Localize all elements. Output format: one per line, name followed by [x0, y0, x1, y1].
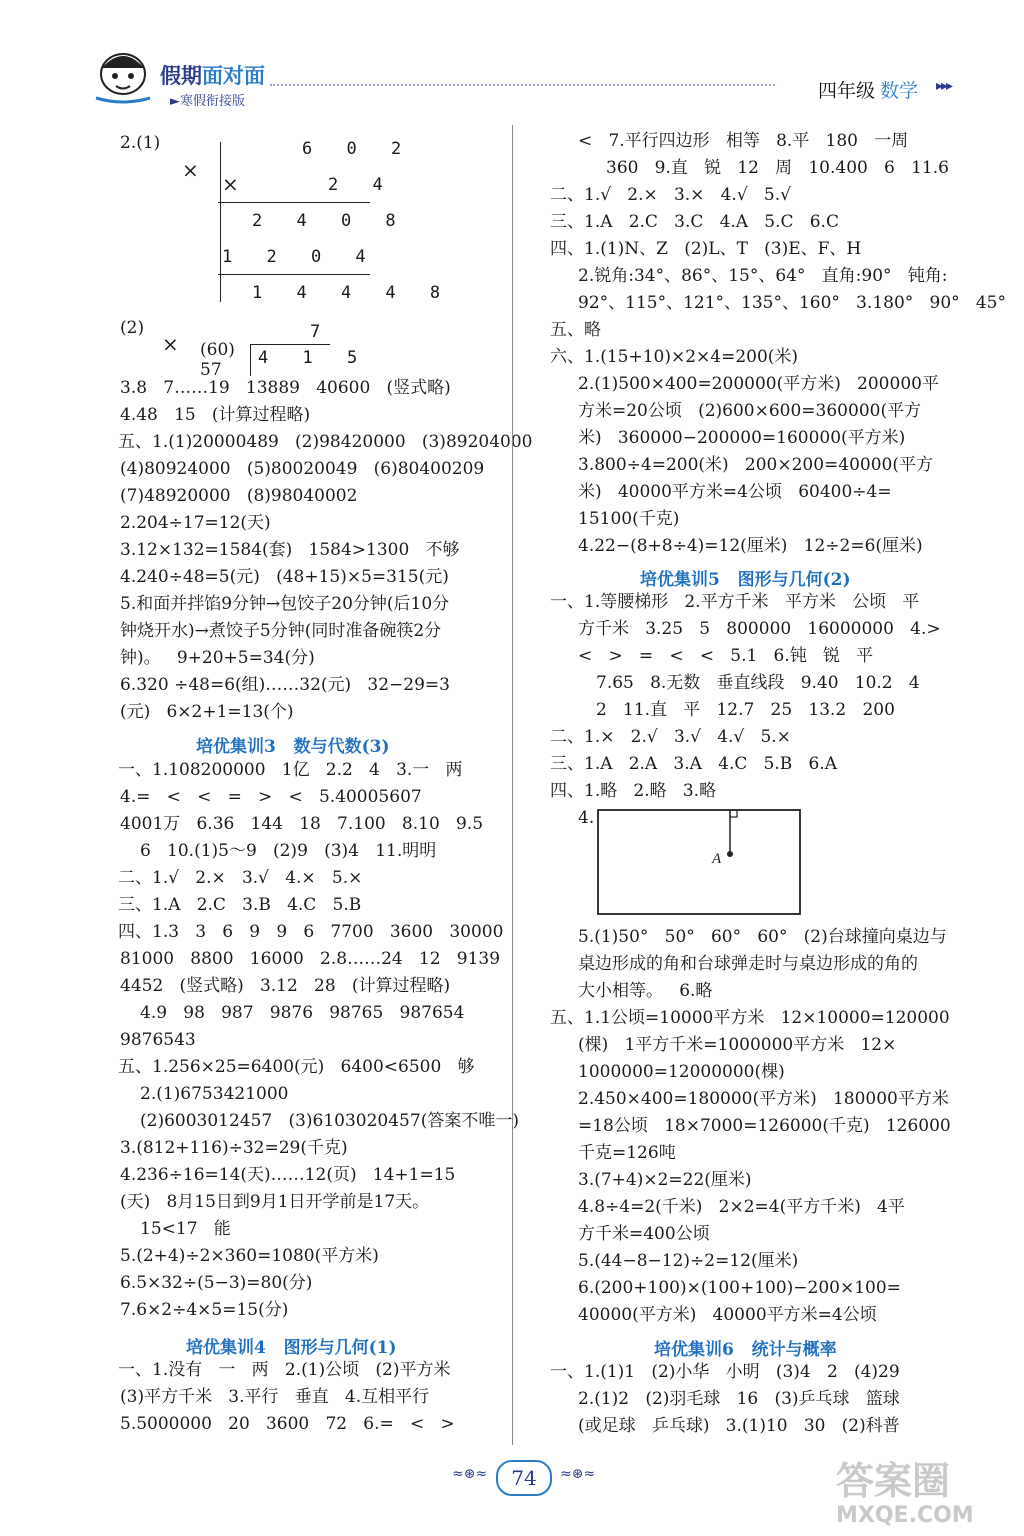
answer-line: 6 10.(1)5～9 (2)9 (3)4 11.明明: [140, 841, 437, 861]
answer-line: 方千米 3.25 5 800000 16000000 4.>: [578, 619, 941, 639]
page-header: [0, 0, 1024, 120]
div-quotient: 7: [310, 322, 333, 342]
section-heading: 培优集训6 统计与概率: [654, 1340, 837, 1360]
times-sign: ×: [222, 172, 239, 196]
watermark: 答案圈 MXQE.COM: [836, 1459, 974, 1528]
answer-line: 五、略: [550, 320, 601, 340]
answer-line: 五、1.256×25=6400(元) 6400<6500 够: [118, 1057, 475, 1077]
brand-title: 假期面对面: [160, 63, 265, 88]
edition-label: ►寒假衔接版: [170, 94, 245, 109]
answer-line: 钟烧开水)→煮饺子5分钟(同时准备碗筷2分: [120, 621, 442, 641]
answer-line: (3)平方千米 3.平行 垂直 4.互相平行: [120, 1387, 430, 1407]
geometry-figure: [594, 806, 804, 918]
answer-line: 4.240÷48=5(元) (48+15)×5=315(元): [120, 567, 449, 587]
answer-line: 5.(44−8−12)÷2=12(厘米): [578, 1251, 799, 1271]
answer-line: (2): [120, 318, 145, 338]
ornament-icon: ≈⊛≈: [452, 1466, 488, 1482]
column-divider: [512, 125, 513, 1445]
answer-line: =18公顷 18×7000=126000(千克) 126000: [578, 1116, 951, 1136]
answer-line: 一、1.没有 一 两 2.(1)公顷 (2)平方米: [118, 1360, 451, 1380]
answer-line: 五、1.1公顷=10000平方米 12×10000=120000: [550, 1008, 950, 1028]
subject-label: 数学: [880, 80, 919, 102]
answer-line: (棵) 1平方千米=1000000平方米 12×: [578, 1035, 897, 1055]
answer-line: 4.9 98 987 9876 98765 987654: [140, 1003, 465, 1023]
answer-line: 米) 40000平方米=4公顷 60400÷4=: [578, 482, 892, 502]
answer-line: 2.(1)6753421000: [140, 1084, 289, 1104]
answer-line: 2.204÷17=12(天): [120, 513, 271, 533]
answer-line: 3.12×132=1584(套) 1584>1300 不够: [120, 540, 460, 560]
answer-line: 3.800÷4=200(米) 200×200=40000(平方: [578, 455, 933, 475]
div-subtract: 57: [200, 360, 222, 380]
answer-line: 4.48 15 (计算过程略): [120, 405, 311, 425]
section-heading: 培优集训3 数与代数(3): [196, 737, 390, 757]
answer-line: 5.5000000 20 3600 72 6.= < >: [120, 1414, 455, 1434]
answer-line: 6.320 ÷48=6(组)……32(元) 32−29=3: [120, 675, 450, 695]
answer-line: 四、1.略 2.略 3.略: [550, 781, 717, 801]
answer-line: 2 11.直 平 12.7 25 13.2 200: [596, 700, 895, 720]
answer-line: 五、1.(1)20000489 (2)98420000 (3)89204000: [118, 432, 533, 452]
mul-operand-a: 6 0 2: [302, 139, 414, 159]
times-sign: ×: [162, 332, 179, 356]
header-divider: [270, 84, 775, 86]
answer-line: (或足球 乒乓球) 3.(1)10 30 (2)科普: [578, 1416, 900, 1436]
answer-line: 5.(2+4)÷2×360=1080(平方米): [120, 1246, 379, 1266]
answer-line: 四、1.3 3 6 9 9 6 7700 3600 30000: [118, 922, 504, 942]
cartoon-logo-icon: [88, 48, 158, 106]
answer-line: 92°、115°、121°、135°、160° 3.180° 90° 45°: [578, 293, 1006, 313]
answer-line: 四、1.(1)N、Z (2)L、T (3)E、F、H: [550, 239, 862, 259]
answer-line: 4.= < < = > < 5.40005607: [120, 787, 422, 807]
answer-line: < > = < < 5.1 6.钝 锐 平: [578, 646, 874, 666]
answer-line: < 7.平行四边形 相等 8.平 180 一周: [578, 131, 909, 151]
mul-operand-b: 2 4: [328, 175, 395, 195]
answer-line: 3.(812+116)÷32=29(千克): [120, 1138, 348, 1158]
answer-line: (天) 8月15日到9月1日开学前是17天。: [120, 1192, 430, 1212]
answer-line: 5.(1)50° 50° 60° 60° (2)台球撞向桌边与: [578, 927, 947, 947]
answer-line: 一、1.等腰梯形 2.平方千米 平方米 公顷 平: [550, 592, 920, 612]
answer-line: 6.(200+100)×(100+100)−200×100=: [578, 1278, 901, 1298]
answer-line: 40000(平方米) 40000平方米=4公顷: [578, 1305, 877, 1325]
answer-line: 三、1.A 2.C 3.C 4.A 5.C 6.C: [550, 212, 839, 232]
answer-line: 3.(7+4)×2=22(厘米): [578, 1170, 752, 1190]
rule-line: [250, 344, 330, 345]
answer-line: 6.5×32÷(5−3)=80(分): [120, 1273, 313, 1293]
answer-line: 4.: [578, 808, 595, 828]
answer-line: 二、1.× 2.√ 3.√ 4.√ 5.×: [550, 727, 791, 747]
answer-line: 方米=20公顷 (2)600×600=360000(平方: [578, 401, 922, 421]
answer-line: 一、1.(1)1 (2)小华 小明 (3)4 2 (4)29: [550, 1362, 900, 1382]
mul-result: 1 4 4 4 8: [252, 283, 453, 303]
answer-line: 2.(1): [120, 133, 161, 153]
answer-line: 7.65 8.无数 垂直线段 9.40 10.2 4: [596, 673, 920, 693]
ornament-icon: ≈⊛≈: [560, 1466, 596, 1482]
answer-line: 15100(千克): [578, 509, 680, 529]
div-divisor: (60): [200, 340, 235, 360]
vertical-rule: [220, 142, 221, 302]
answer-line: 7.6×2÷4×5=15(分): [120, 1300, 289, 1320]
answer-line: 3.8 7……19 13889 40600 (竖式略): [120, 378, 451, 398]
answer-line: 2.锐角:34°、86°、15°、64° 直角:90° 钝角:: [578, 266, 948, 286]
answer-line: 4452 (竖式略) 3.12 28 (计算过程略): [120, 976, 451, 996]
answer-line: 二、1.√ 2.× 3.√ 4.× 5.×: [118, 868, 363, 888]
answer-line: 千克=126吨: [578, 1143, 676, 1163]
answer-line: 2.(1)500×400=200000(平方米) 200000平: [578, 374, 939, 394]
answer-line: 一、1.108200000 1亿 2.2 4 3.一 两: [118, 760, 463, 780]
rule-line: [218, 202, 370, 203]
answer-line: 三、1.A 2.A 3.A 4.C 5.B 6.A: [550, 754, 837, 774]
vertical-rule: [250, 344, 251, 376]
page-number: 74: [496, 1460, 552, 1496]
answer-line: 4.22−(8+8÷4)=12(厘米) 12÷2=6(厘米): [578, 536, 923, 556]
answer-line: 钟)。 9+20+5=34(分): [120, 648, 315, 668]
answer-line: 4.236÷16=14(天)……12(页) 14+1=15: [120, 1165, 456, 1185]
answer-line: 4001万 6.36 144 18 7.100 8.10 9.5: [120, 814, 484, 834]
answer-line: (元) 6×2+1=13(个): [120, 702, 294, 722]
mul-partial-1: 2 4 0 8: [252, 211, 408, 231]
answer-line: (2)6003012457 (3)6103020457(答案不唯一): [140, 1111, 519, 1131]
mul-partial-2: 1 2 0 4: [222, 247, 378, 267]
arrows-icon: ▸▸▸: [936, 78, 952, 94]
times-sign: ×: [182, 158, 199, 182]
answer-line: 15<17 能: [140, 1219, 231, 1239]
rule-line: [218, 274, 370, 275]
answer-line: (4)80924000 (5)80020049 (6)80400209: [120, 459, 485, 479]
point-label: A: [712, 851, 722, 867]
answer-line: (7)48920000 (8)98040002: [120, 486, 358, 506]
answer-line: 方千米=400公顷: [578, 1224, 710, 1244]
answer-line: 360 9.直 锐 12 周 10.400 6 11.6: [606, 158, 949, 178]
answer-line: 大小相等。 6.略: [578, 981, 713, 1001]
answer-line: 81000 8800 16000 2.8……24 12 9139: [120, 949, 501, 969]
answer-line: 4.8÷4=2(千米) 2×2=4(平方千米) 4平: [578, 1197, 905, 1217]
answer-line: 9876543: [120, 1030, 196, 1050]
grade-label: 四年级: [818, 80, 876, 102]
answer-line: 三、1.A 2.C 3.B 4.C 5.B: [118, 895, 362, 915]
answer-line: 二、1.√ 2.× 3.× 4.√ 5.√: [550, 185, 791, 205]
answer-line: 2.450×400=180000(平方米) 180000平方米: [578, 1089, 949, 1109]
section-heading: 培优集训4 图形与几何(1): [186, 1338, 397, 1358]
div-dividend: 4 1 5: [258, 348, 370, 368]
answer-line: 米) 360000−200000=160000(平方米): [578, 428, 906, 448]
section-heading: 培优集训5 图形与几何(2): [640, 570, 851, 590]
answer-line: 5.和面并拌馅9分钟→包饺子20分钟(后10分: [120, 594, 450, 614]
answer-line: 桌边形成的角和台球弹走时与桌边形成的角的: [578, 954, 918, 974]
answer-line: 2.(1)2 (2)羽毛球 16 (3)乒乓球 篮球: [578, 1389, 900, 1409]
answer-line: 1000000=12000000(棵): [578, 1062, 785, 1082]
answer-line: 六、1.(15+10)×2×4=200(米): [550, 347, 799, 367]
